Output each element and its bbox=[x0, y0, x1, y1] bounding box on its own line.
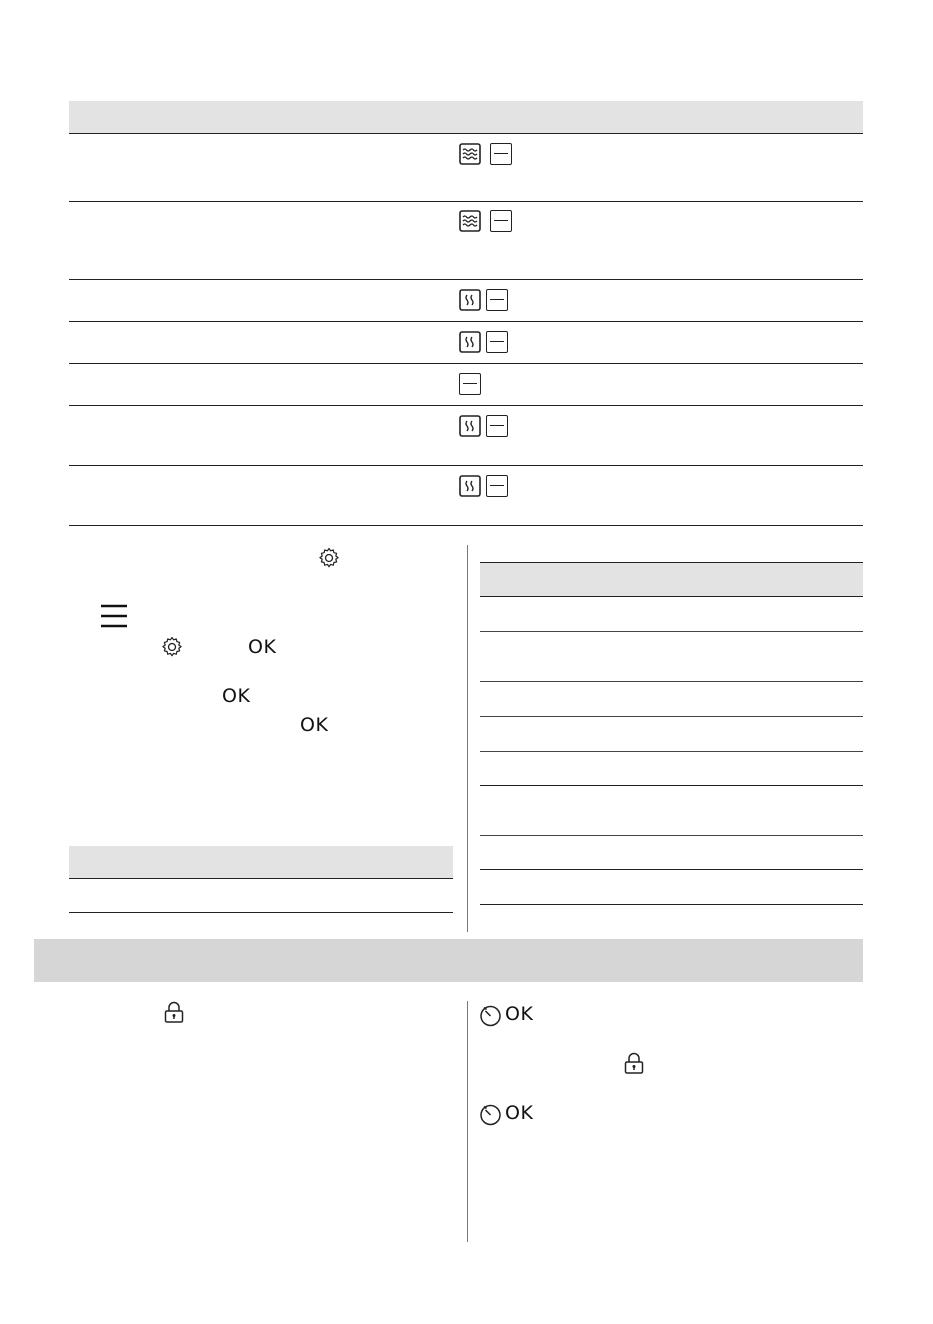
right-table-rule bbox=[480, 596, 863, 597]
ok-label: OK bbox=[248, 636, 277, 658]
top-bottom-heat-icon bbox=[459, 331, 481, 353]
section-header-bar bbox=[34, 939, 863, 982]
bottom-column-divider bbox=[467, 1001, 468, 1242]
gear-icon bbox=[317, 546, 341, 570]
bottom-heat-icon bbox=[486, 415, 508, 437]
ok-label: OK bbox=[505, 1102, 534, 1124]
bottom-heat-icon bbox=[459, 373, 481, 395]
bottom-heat-icon bbox=[486, 289, 508, 311]
top-table-rule bbox=[69, 363, 863, 364]
top-bottom-heat-icon bbox=[459, 289, 481, 311]
top-table-rule bbox=[69, 321, 863, 322]
column-divider bbox=[467, 545, 468, 932]
menu-icon bbox=[100, 604, 128, 628]
top-table-header bbox=[69, 101, 863, 133]
right-table-rule bbox=[480, 631, 863, 632]
top-table-rule bbox=[69, 201, 863, 202]
right-table-rule bbox=[480, 835, 863, 836]
small-table-rule bbox=[69, 912, 453, 913]
ok-label: OK bbox=[222, 685, 251, 707]
right-table-rule bbox=[480, 869, 863, 870]
top-table-rule bbox=[69, 133, 863, 134]
right-table-rule bbox=[480, 904, 863, 905]
bottom-heat-icon bbox=[490, 210, 512, 232]
top-table-rule bbox=[69, 405, 863, 406]
top-table-rule bbox=[69, 525, 863, 526]
top-table-rule bbox=[69, 465, 863, 466]
bottom-heat-icon bbox=[486, 331, 508, 353]
top-bottom-heat-icon bbox=[459, 415, 481, 437]
ok-label: OK bbox=[505, 1003, 534, 1025]
timer-icon bbox=[479, 1103, 502, 1126]
small-table-header bbox=[69, 846, 453, 878]
lock-icon bbox=[163, 1001, 185, 1023]
right-table-header bbox=[480, 563, 863, 596]
gear-icon bbox=[160, 635, 184, 659]
right-table-rule bbox=[480, 716, 863, 717]
top-bottom-heat-icon bbox=[459, 475, 481, 497]
timer-icon bbox=[479, 1004, 502, 1027]
right-table-rule bbox=[480, 785, 863, 786]
lock-icon bbox=[623, 1052, 645, 1074]
ok-label: OK bbox=[300, 714, 329, 736]
fan-with-grill-heating-icon bbox=[459, 143, 481, 165]
right-table-rule bbox=[480, 751, 863, 752]
fan-with-grill-heating-icon bbox=[459, 210, 481, 232]
small-table-rule bbox=[69, 878, 453, 879]
bottom-heat-icon bbox=[490, 143, 512, 165]
bottom-heat-icon bbox=[486, 475, 508, 497]
right-table-rule bbox=[480, 681, 863, 682]
top-table-rule bbox=[69, 279, 863, 280]
